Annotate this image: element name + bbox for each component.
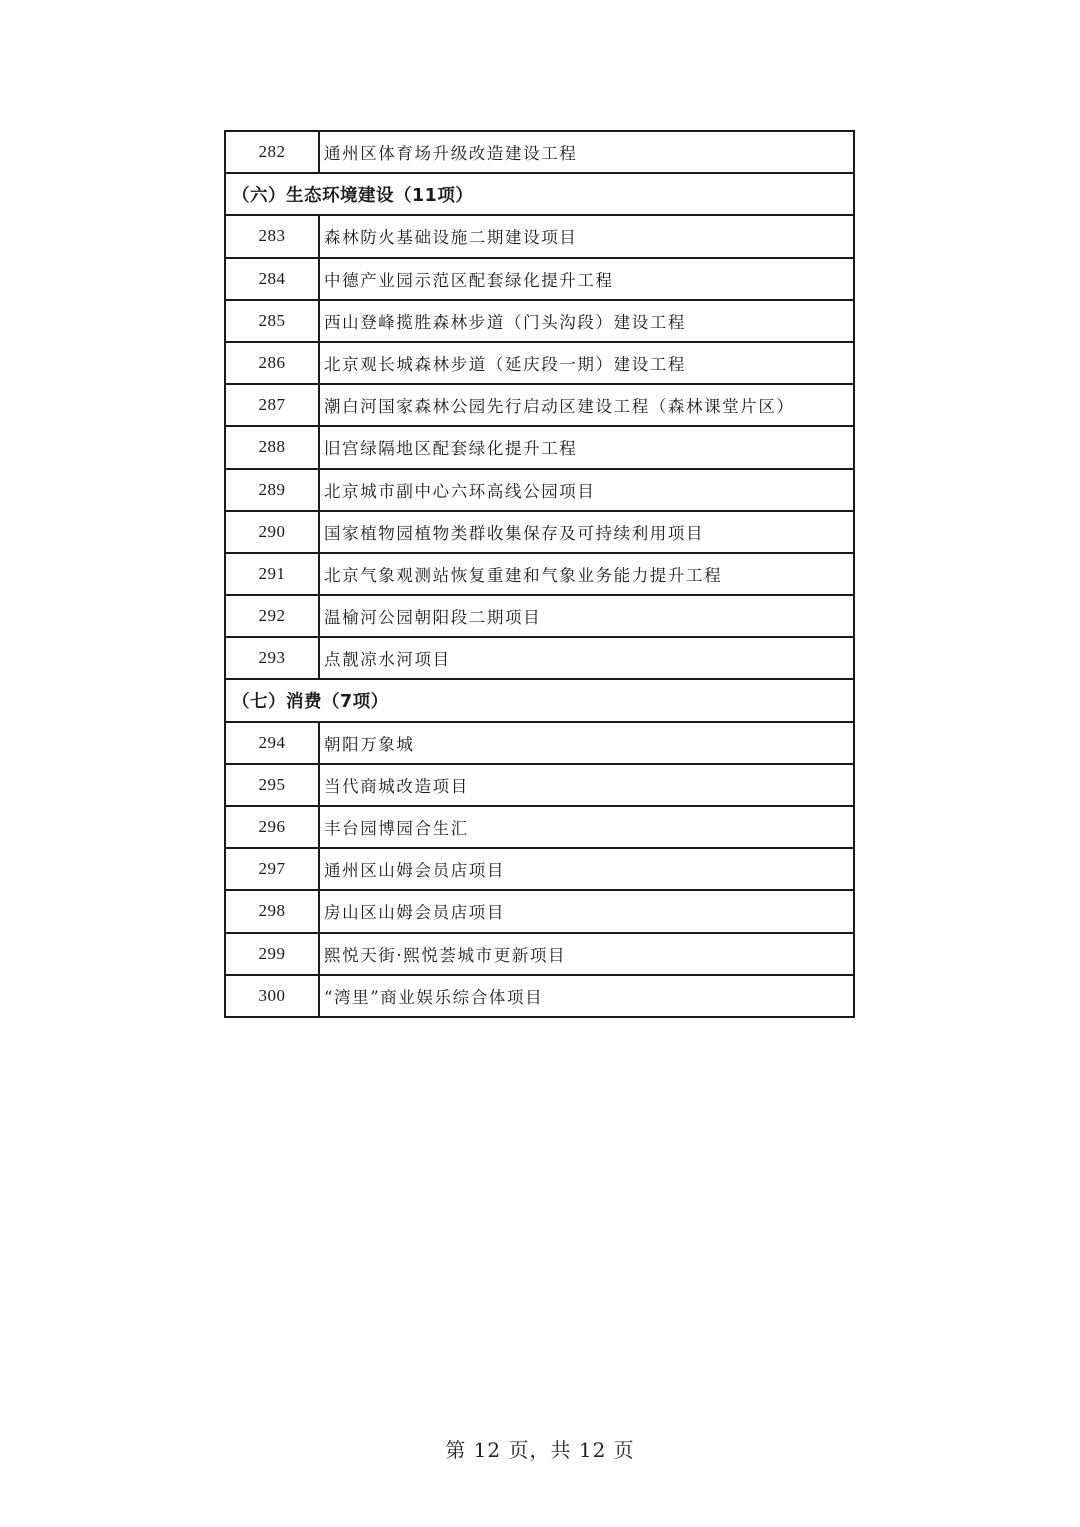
section-header-row	[225, 679, 854, 721]
row-number: 294	[225, 722, 319, 764]
row-number: 299	[225, 933, 319, 975]
table-row	[225, 975, 854, 1017]
section-title: （七）消费（7项）	[225, 679, 854, 721]
table-row	[225, 806, 854, 848]
table-row	[225, 300, 854, 342]
row-number: 288	[225, 426, 319, 468]
project-name: 北京城市副中心六环高线公园项目	[319, 469, 854, 511]
table-row	[225, 342, 854, 384]
project-name: 朝阳万象城	[319, 722, 854, 764]
project-name: 温榆河公园朝阳段二期项目	[319, 595, 854, 637]
project-name: 北京观长城森林步道（延庆段一期）建设工程	[319, 342, 854, 384]
project-name: 当代商城改造项目	[319, 764, 854, 806]
row-number: 292	[225, 595, 319, 637]
row-number: 290	[225, 511, 319, 553]
project-name: 潮白河国家森林公园先行启动区建设工程（森林课堂片区）	[319, 384, 854, 426]
section-header-row	[225, 173, 854, 215]
project-name: “湾里”商业娱乐综合体项目	[319, 975, 854, 1017]
table-row	[225, 848, 854, 890]
project-name: 丰台园博园合生汇	[319, 806, 854, 848]
table-row	[225, 469, 854, 511]
table-row	[225, 933, 854, 975]
project-name: 点靓凉水河项目	[319, 637, 854, 679]
row-number: 291	[225, 553, 319, 595]
project-name: 房山区山姆会员店项目	[319, 890, 854, 932]
table-row	[225, 131, 854, 173]
row-number: 284	[225, 258, 319, 300]
table-row	[225, 258, 854, 300]
project-name: 熙悦天街·熙悦荟城市更新项目	[319, 933, 854, 975]
table-body	[225, 131, 854, 1017]
row-number: 298	[225, 890, 319, 932]
project-name: 北京气象观测站恢复重建和气象业务能力提升工程	[319, 553, 854, 595]
row-number: 289	[225, 469, 319, 511]
project-name: 中德产业园示范区配套绿化提升工程	[319, 258, 854, 300]
project-name: 森林防火基础设施二期建设项目	[319, 215, 854, 257]
row-number: 293	[225, 637, 319, 679]
project-name: 旧宫绿隔地区配套绿化提升工程	[319, 426, 854, 468]
row-number: 286	[225, 342, 319, 384]
table-row	[225, 764, 854, 806]
row-number: 295	[225, 764, 319, 806]
table-row	[225, 426, 854, 468]
row-number: 300	[225, 975, 319, 1017]
row-number: 283	[225, 215, 319, 257]
table-row	[225, 595, 854, 637]
table-row	[225, 637, 854, 679]
table-row	[225, 722, 854, 764]
row-number: 297	[225, 848, 319, 890]
table-row	[225, 384, 854, 426]
row-number: 285	[225, 300, 319, 342]
project-list-table	[224, 130, 855, 1018]
section-title: （六）生态环境建设（11项）	[225, 173, 854, 215]
table-row	[225, 215, 854, 257]
row-number: 296	[225, 806, 319, 848]
project-name: 西山登峰揽胜森林步道（门头沟段）建设工程	[319, 300, 854, 342]
table-row	[225, 890, 854, 932]
page-number-footer: 第 12 页，共 12 页	[445, 1438, 635, 1462]
row-number: 282	[225, 131, 319, 173]
project-name: 通州区体育场升级改造建设工程	[319, 131, 854, 173]
table-row	[225, 553, 854, 595]
project-name: 通州区山姆会员店项目	[319, 848, 854, 890]
project-name: 国家植物园植物类群收集保存及可持续利用项目	[319, 511, 854, 553]
table-row	[225, 511, 854, 553]
row-number: 287	[225, 384, 319, 426]
